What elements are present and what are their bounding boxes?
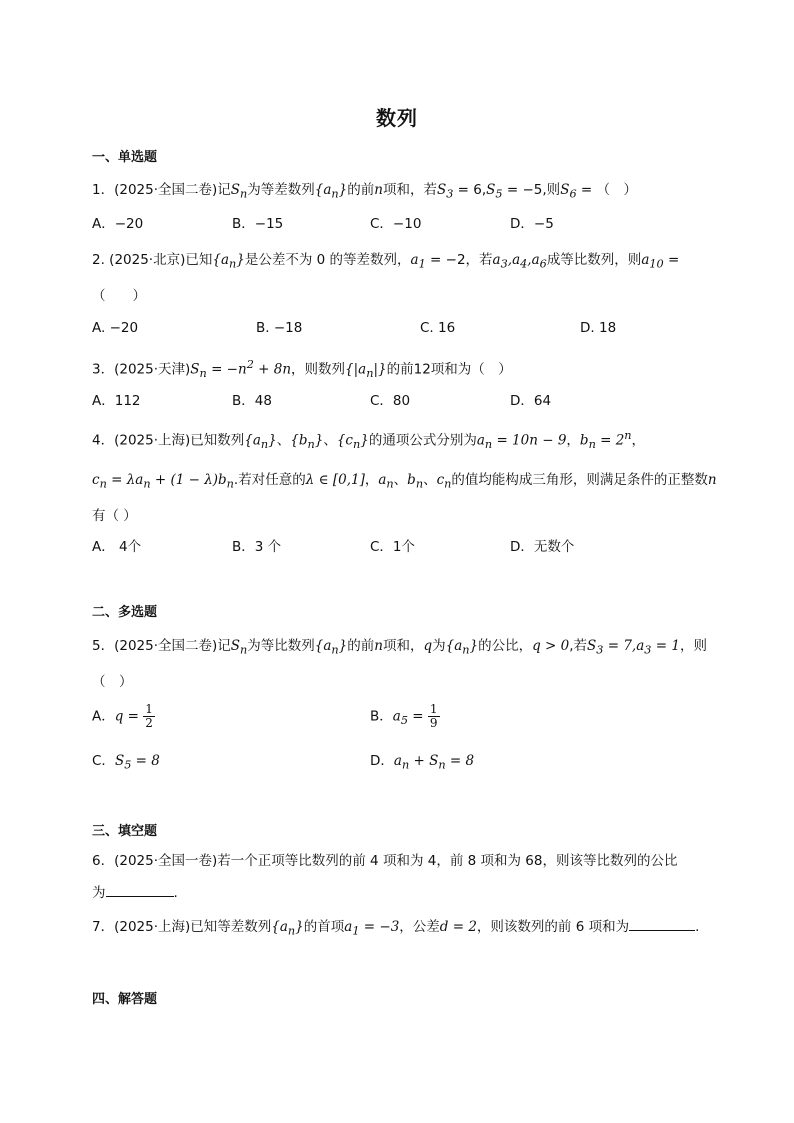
question-4: 4．(2025·上海)已知数列$\{a_n\}$、$\{b_n\}$、$\{c_n\}$的通项公式分别为$a_n = 10n - 9$，$b_n = 2^n$， — [92, 429, 646, 452]
q2-option-d: D. 18 — [580, 320, 617, 336]
q5-option-c: C．$S_5 = 8$ — [92, 753, 160, 772]
q2-option-b: B. −18 — [256, 320, 303, 336]
q1-option-c: C．−10 — [370, 216, 422, 232]
q3-option-b: B．48 — [232, 393, 272, 409]
q4-option-a: A． 4个 — [92, 539, 142, 555]
q1-option-d: D．−5 — [510, 216, 554, 232]
question-2-paren: （ ） — [92, 288, 146, 304]
q3-option-d: D．64 — [510, 393, 552, 409]
section-heading-single-choice: 一、单选题 — [92, 150, 158, 165]
page-title: 数列 — [376, 106, 418, 130]
q1-option-a: A．−20 — [92, 216, 144, 232]
section-heading-solution: 四、解答题 — [92, 992, 158, 1007]
q3-option-a: A．112 — [92, 393, 141, 409]
question-7: 7．(2025·上海)已知等差数列$\{a_n\}$的首项$a_1 = -3$，公差d = 2，则该数列的前 6 项和为 . — [92, 919, 700, 938]
q1-option-b: B．−15 — [232, 216, 284, 232]
question-2: 2. (2025·北京)已知$\{a_n\}$是公差不为 0 的等差数列，$a_1 = -2$，若$a_3,a_4,a_6$成等比数列，则$a_{10}$ = — [92, 252, 680, 271]
q5-option-b: B．$a_5$ = $\frac{1}{9}$ — [370, 702, 438, 730]
section-heading-fill-in: 三、填空题 — [92, 824, 158, 839]
question-5-paren: （ ） — [92, 674, 133, 690]
q2-option-c: C. 16 — [420, 320, 456, 336]
question-5: 5．(2025·全国二卷)记$S_n$为等比数列$\{a_n\}$的前n项和，q为$\{a_n\}$的公比，q > 0,若$S_3 = 7,a_3 = 1$，则 — [92, 638, 707, 657]
fraction: $\frac{1}{9}$ — [429, 702, 438, 730]
answer-blank[interactable] — [629, 918, 695, 931]
question-3: 3．(2025·天津)$S_n = -n^2 + 8n$，则数列$\{|a_n|\}$的前12项和为（ ） — [92, 358, 512, 381]
q4-option-d: D．无数个 — [510, 539, 575, 555]
q3-option-c: C．80 — [370, 393, 411, 409]
question-4-line-3: 有（ ） — [92, 508, 137, 524]
question-6: 6．(2025·全国一卷)若一个正项等比数列的前 4 项和为 4，前 8 项和为 68，则该等比数列的公比 — [92, 853, 678, 869]
answer-blank[interactable] — [106, 884, 174, 897]
q2-option-a: A. −20 — [92, 320, 139, 336]
fraction: $\frac{1}{2}$ — [145, 702, 153, 730]
q4-option-b: B．3 个 — [232, 539, 282, 555]
question-6-line-2: 为 . — [92, 885, 178, 901]
question-4-line-2: $c_n = \lambda a_n + (1 - \lambda)b_n$.若对任意的λ ∈ [0,1]，$a_n$、$b_n$、$c_n$的值均能构成三角形，则满足条件的正整数n — [92, 472, 717, 491]
q5-option-a: A．q = $\frac{1}{2}$ — [92, 702, 153, 730]
q4-option-c: C．1个 — [370, 539, 416, 555]
section-heading-multiple-choice: 二、多选题 — [92, 605, 158, 620]
question-1: 1．(2025·全国二卷)记$S_n$为等差数列$\{a_n\}$的前n项和，若$S_3 = 6,S_5 = -5$,则$S_6$ = （ ） — [92, 182, 638, 201]
q5-option-d: D．$a_n + S_n = 8$ — [370, 753, 475, 772]
